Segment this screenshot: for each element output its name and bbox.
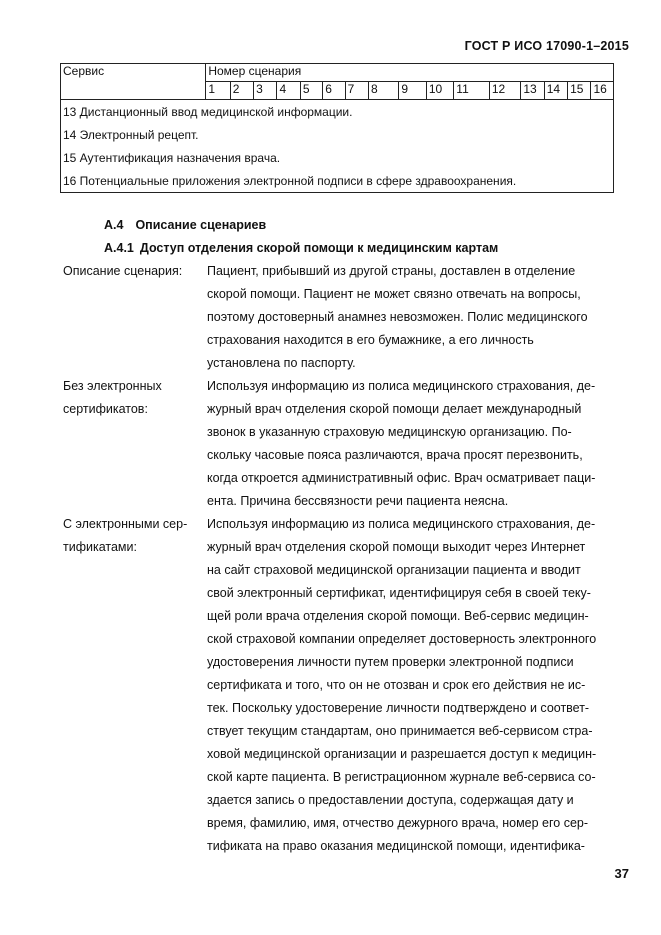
text-line: сертификата и того, что он не отозван и срок его действия не ис- [207,678,586,692]
scenario-number: 9 [399,82,426,100]
section-heading-a41 [104,241,498,255]
scenario-number: 5 [300,82,322,100]
scenario-number: 4 [277,82,300,100]
entry-label [63,375,203,421]
text-line: ствует текущим стандартам, оно принимается веб-сервисом стра- [207,724,593,738]
text-line: журный врач отделения скорой помощи делает международный [207,402,582,416]
service-row-text: 16 Потенциальные приложения электронной подписи в сфере здравоохранения. [61,169,614,193]
scenario-number: 8 [368,82,398,100]
text-line: время, фамилию, имя, отчество дежурного врача, номер его сер- [207,816,589,830]
entry-text [207,260,625,375]
scenario-number: 14 [544,82,567,100]
text-line: на сайт страховой медицинской организации пациента и вводит [207,563,581,577]
text-line: скорой помощи. Пациент не может связно отвечать на вопросы, [207,287,581,301]
page-number: 37 [614,866,629,881]
text-line: тификата на право оказания медицинской помощи, идентифика- [207,839,585,853]
entry-text [207,513,625,858]
text-line: свой электронный сертификат, идентифицируя себя в своей теку- [207,586,591,600]
text-line: ской карте пациента. В регистрационном журнале веб-сервиса со- [207,770,596,784]
scenario-number: 16 [591,82,614,100]
text-line: Используя информацию из полиса медицинского страхования, де- [207,517,596,531]
scenario-number: 10 [426,82,453,100]
table-row [61,100,614,124]
service-row-text: 13 Дистанционный ввод медицинской информации. [61,100,614,124]
scenario-number: 11 [454,82,490,100]
table-row [61,146,614,169]
entry-label-line: сертификатов: [63,402,148,416]
text-line: установлена по паспорту. [207,356,356,370]
column-header-service: Сервис [61,64,206,100]
column-header-scenario: Номер сценария [206,64,614,82]
entry-label-line: тификатами: [63,540,137,554]
section-title: Описание сценариев [135,218,267,232]
text-line: удостоверения личности путем проверки электронной подписи [207,655,574,669]
text-line: Пациент, прибывший из другой страны, доставлен в отделение [207,264,576,278]
entry-label [63,513,203,559]
scenario-number: 6 [323,82,345,100]
section-title: Доступ отделения скорой помощи к медицинским картам [139,241,499,255]
scenario-number: 2 [230,82,253,100]
table-row [61,169,614,193]
text-line: журный врач отделения скорой помощи выходит через Интернет [207,540,586,554]
section-number: А.4.1 [104,241,134,255]
service-row-text: 15 Аутентификация назначения врача. [61,146,614,169]
scenario-number: 15 [568,82,591,100]
document-header: ГОСТ Р ИСО 17090-1–2015 [464,39,629,53]
entry-label [63,260,203,283]
text-line: ской страховой компании определяет достоверность электронного [207,632,597,646]
entry-label-line: Описание сценария: [63,264,183,278]
text-line: щей роли врача отделения скорой помощи. Веб-сервис медицин- [207,609,589,623]
text-line: тек. Поскольку удостоверение личности подтверждено и соответ- [207,701,590,715]
text-line: звонок в указанную страховую медицинскую организацию. По- [207,425,572,439]
scenario-number: 7 [345,82,368,100]
section-heading-a4 [104,218,266,232]
scenario-number: 12 [489,82,521,100]
scenario-number: 13 [521,82,544,100]
section-number: А.4 [104,218,124,232]
entry-label-line: С электронными сер- [63,517,188,531]
text-line: скольку часовые пояса различаются, врача просят перезвонить, [207,448,583,462]
service-row-text: 14 Электронный рецепт. [61,123,614,146]
scenario-number: 1 [206,82,230,100]
services-table [60,63,614,193]
scenario-number: 3 [254,82,277,100]
text-line: поэтому достоверный анамнез невозможен. Полис медицинского [207,310,588,324]
text-line: Используя информацию из полиса медицинского страхования, де- [207,379,596,393]
text-line: ховой медицинской организации и разрешается доступ к медицин- [207,747,597,761]
text-line: когда откроется административный офис. Врач осматривает паци- [207,471,596,485]
entry-label-line: Без электронных [63,379,162,393]
text-line: страхования находится в его бумажнике, а его личность [207,333,534,347]
entry-text [207,375,625,513]
text-line: здается запись о предоставлении доступа, содержащая дату и [207,793,574,807]
text-line: ента. Причина бессвязности речи пациента неясна. [207,494,509,508]
table-row [61,123,614,146]
